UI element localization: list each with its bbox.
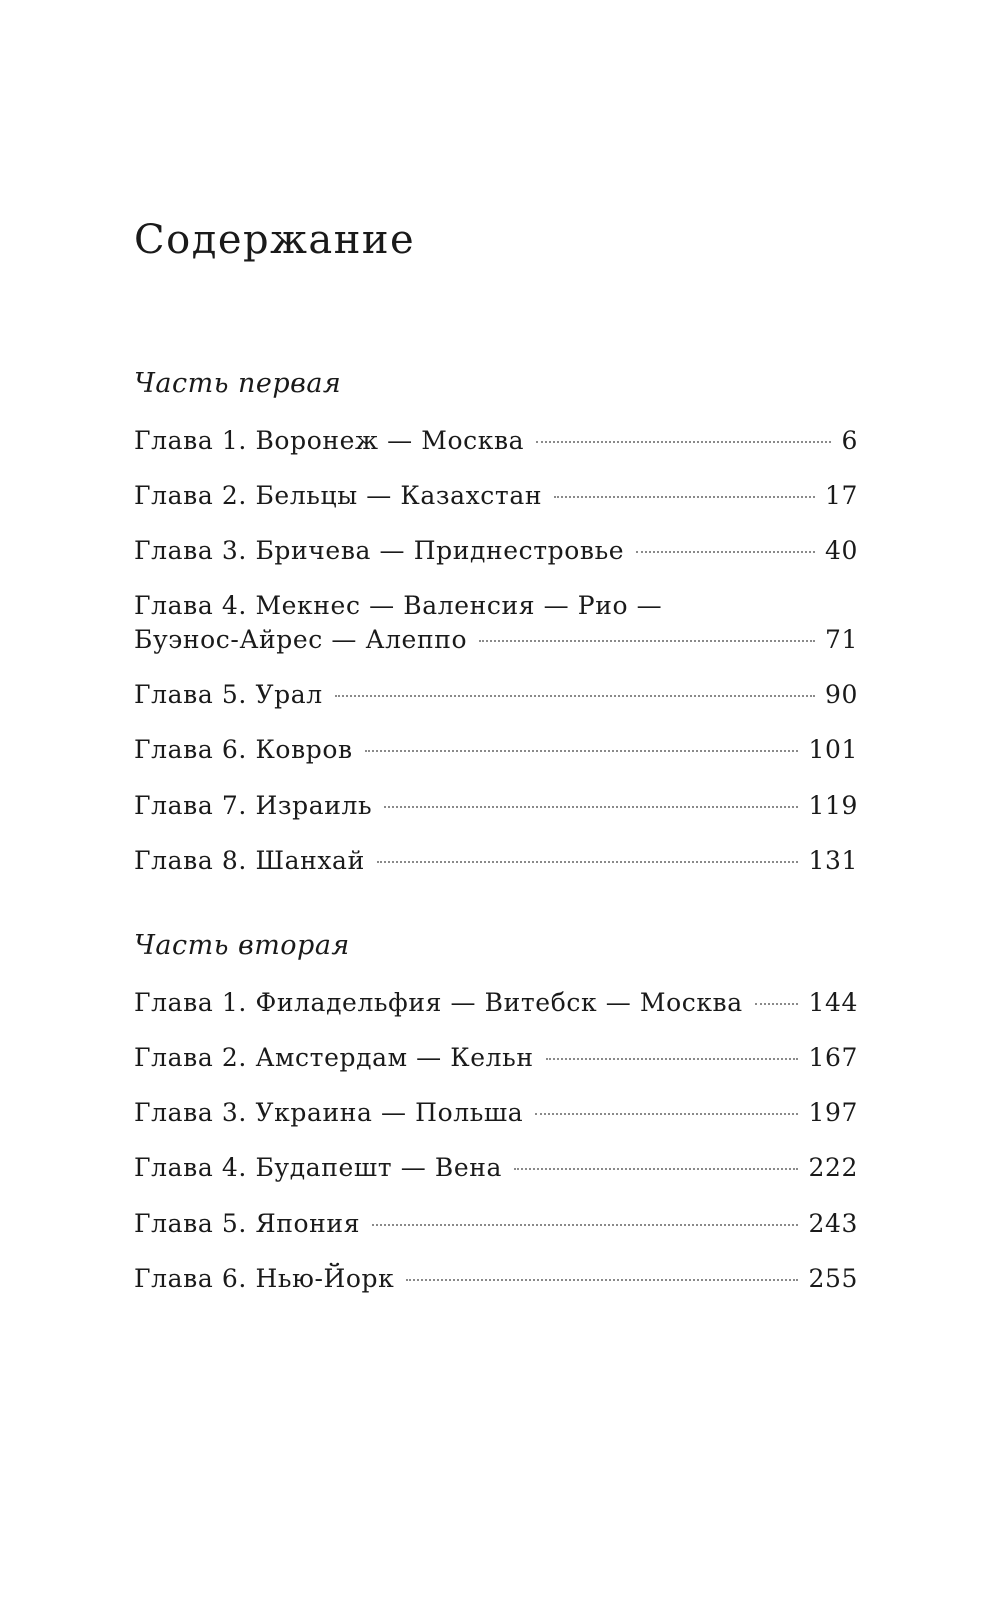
chapter-label: Буэнос-Айрес — Алеппо [134,625,468,654]
page-number: 222 [808,1153,858,1182]
toc-entry[interactable] [134,733,858,767]
page-number: 255 [808,1264,858,1293]
dot-leader [384,806,798,808]
page-number: 131 [808,846,858,875]
page-number: 40 [824,536,858,565]
page-number: 167 [808,1043,858,1072]
dot-leader [365,750,799,752]
toc-entry[interactable] [134,844,858,878]
chapter-label: Глава 2. Бельцы — Казахстан [134,481,543,510]
toc-entry[interactable] [134,534,858,568]
part-heading-2: Часть вторая [134,930,350,961]
dot-leader [554,496,815,498]
chapter-label: Глава 3. Бричева — Приднестровье [134,536,625,565]
toc-entry[interactable] [134,1207,858,1241]
chapter-label: Глава 1. Воронеж — Москва [134,426,525,455]
toc-entry[interactable] [134,424,858,458]
page-number: 101 [808,735,858,764]
chapter-label: Глава 2. Амстердам — Кельн [134,1043,534,1072]
chapter-label: Глава 7. Израиль [134,791,373,820]
dot-leader [377,861,799,863]
toc-entry[interactable] [134,1262,858,1296]
dot-leader [546,1058,799,1060]
part-heading-1: Часть первая [134,368,342,399]
chapter-label: Глава 1. Филадельфия — Витебск — Москва [134,988,743,1017]
page-number: 90 [824,680,858,709]
dot-leader [636,551,815,553]
dot-leader [372,1224,798,1226]
chapter-label: Глава 8. Шанхай [134,846,365,875]
toc-entry[interactable] [134,589,858,657]
toc-entry[interactable] [134,1096,858,1130]
chapter-label: Глава 3. Украина — Польша [134,1098,524,1127]
dot-leader [535,1113,798,1115]
dot-leader [514,1168,798,1170]
page-number: 197 [808,1098,858,1127]
dot-leader [536,441,831,443]
chapter-label: Глава 6. Ковров [134,735,353,764]
toc-entry[interactable] [134,1151,858,1185]
toc-entry[interactable] [134,678,858,712]
toc-entry[interactable] [134,479,858,513]
toc-entry[interactable] [134,1041,858,1075]
page-number: 119 [808,791,858,820]
page-number: 243 [808,1209,858,1238]
chapter-label: Глава 4. Будапешт — Вена [134,1153,503,1182]
chapter-label: Глава 5. Япония [134,1209,361,1238]
page-number: 17 [824,481,858,510]
chapter-label: Глава 6. Нью-Йорк [134,1264,395,1293]
dot-leader [406,1279,798,1281]
page-number: 71 [824,625,858,654]
chapter-label-line1: Глава 4. Мекнес — Валенсия — Рио — [134,591,663,620]
dot-leader [755,1003,799,1005]
toc-entry[interactable] [134,789,858,823]
page-number: 6 [841,426,858,455]
dot-leader [479,640,815,642]
chapter-label: Глава 5. Урал [134,680,323,709]
page-number: 144 [808,988,858,1017]
dot-leader [335,695,815,697]
toc-title: Содержание [134,217,416,263]
toc-entry[interactable] [134,986,858,1020]
